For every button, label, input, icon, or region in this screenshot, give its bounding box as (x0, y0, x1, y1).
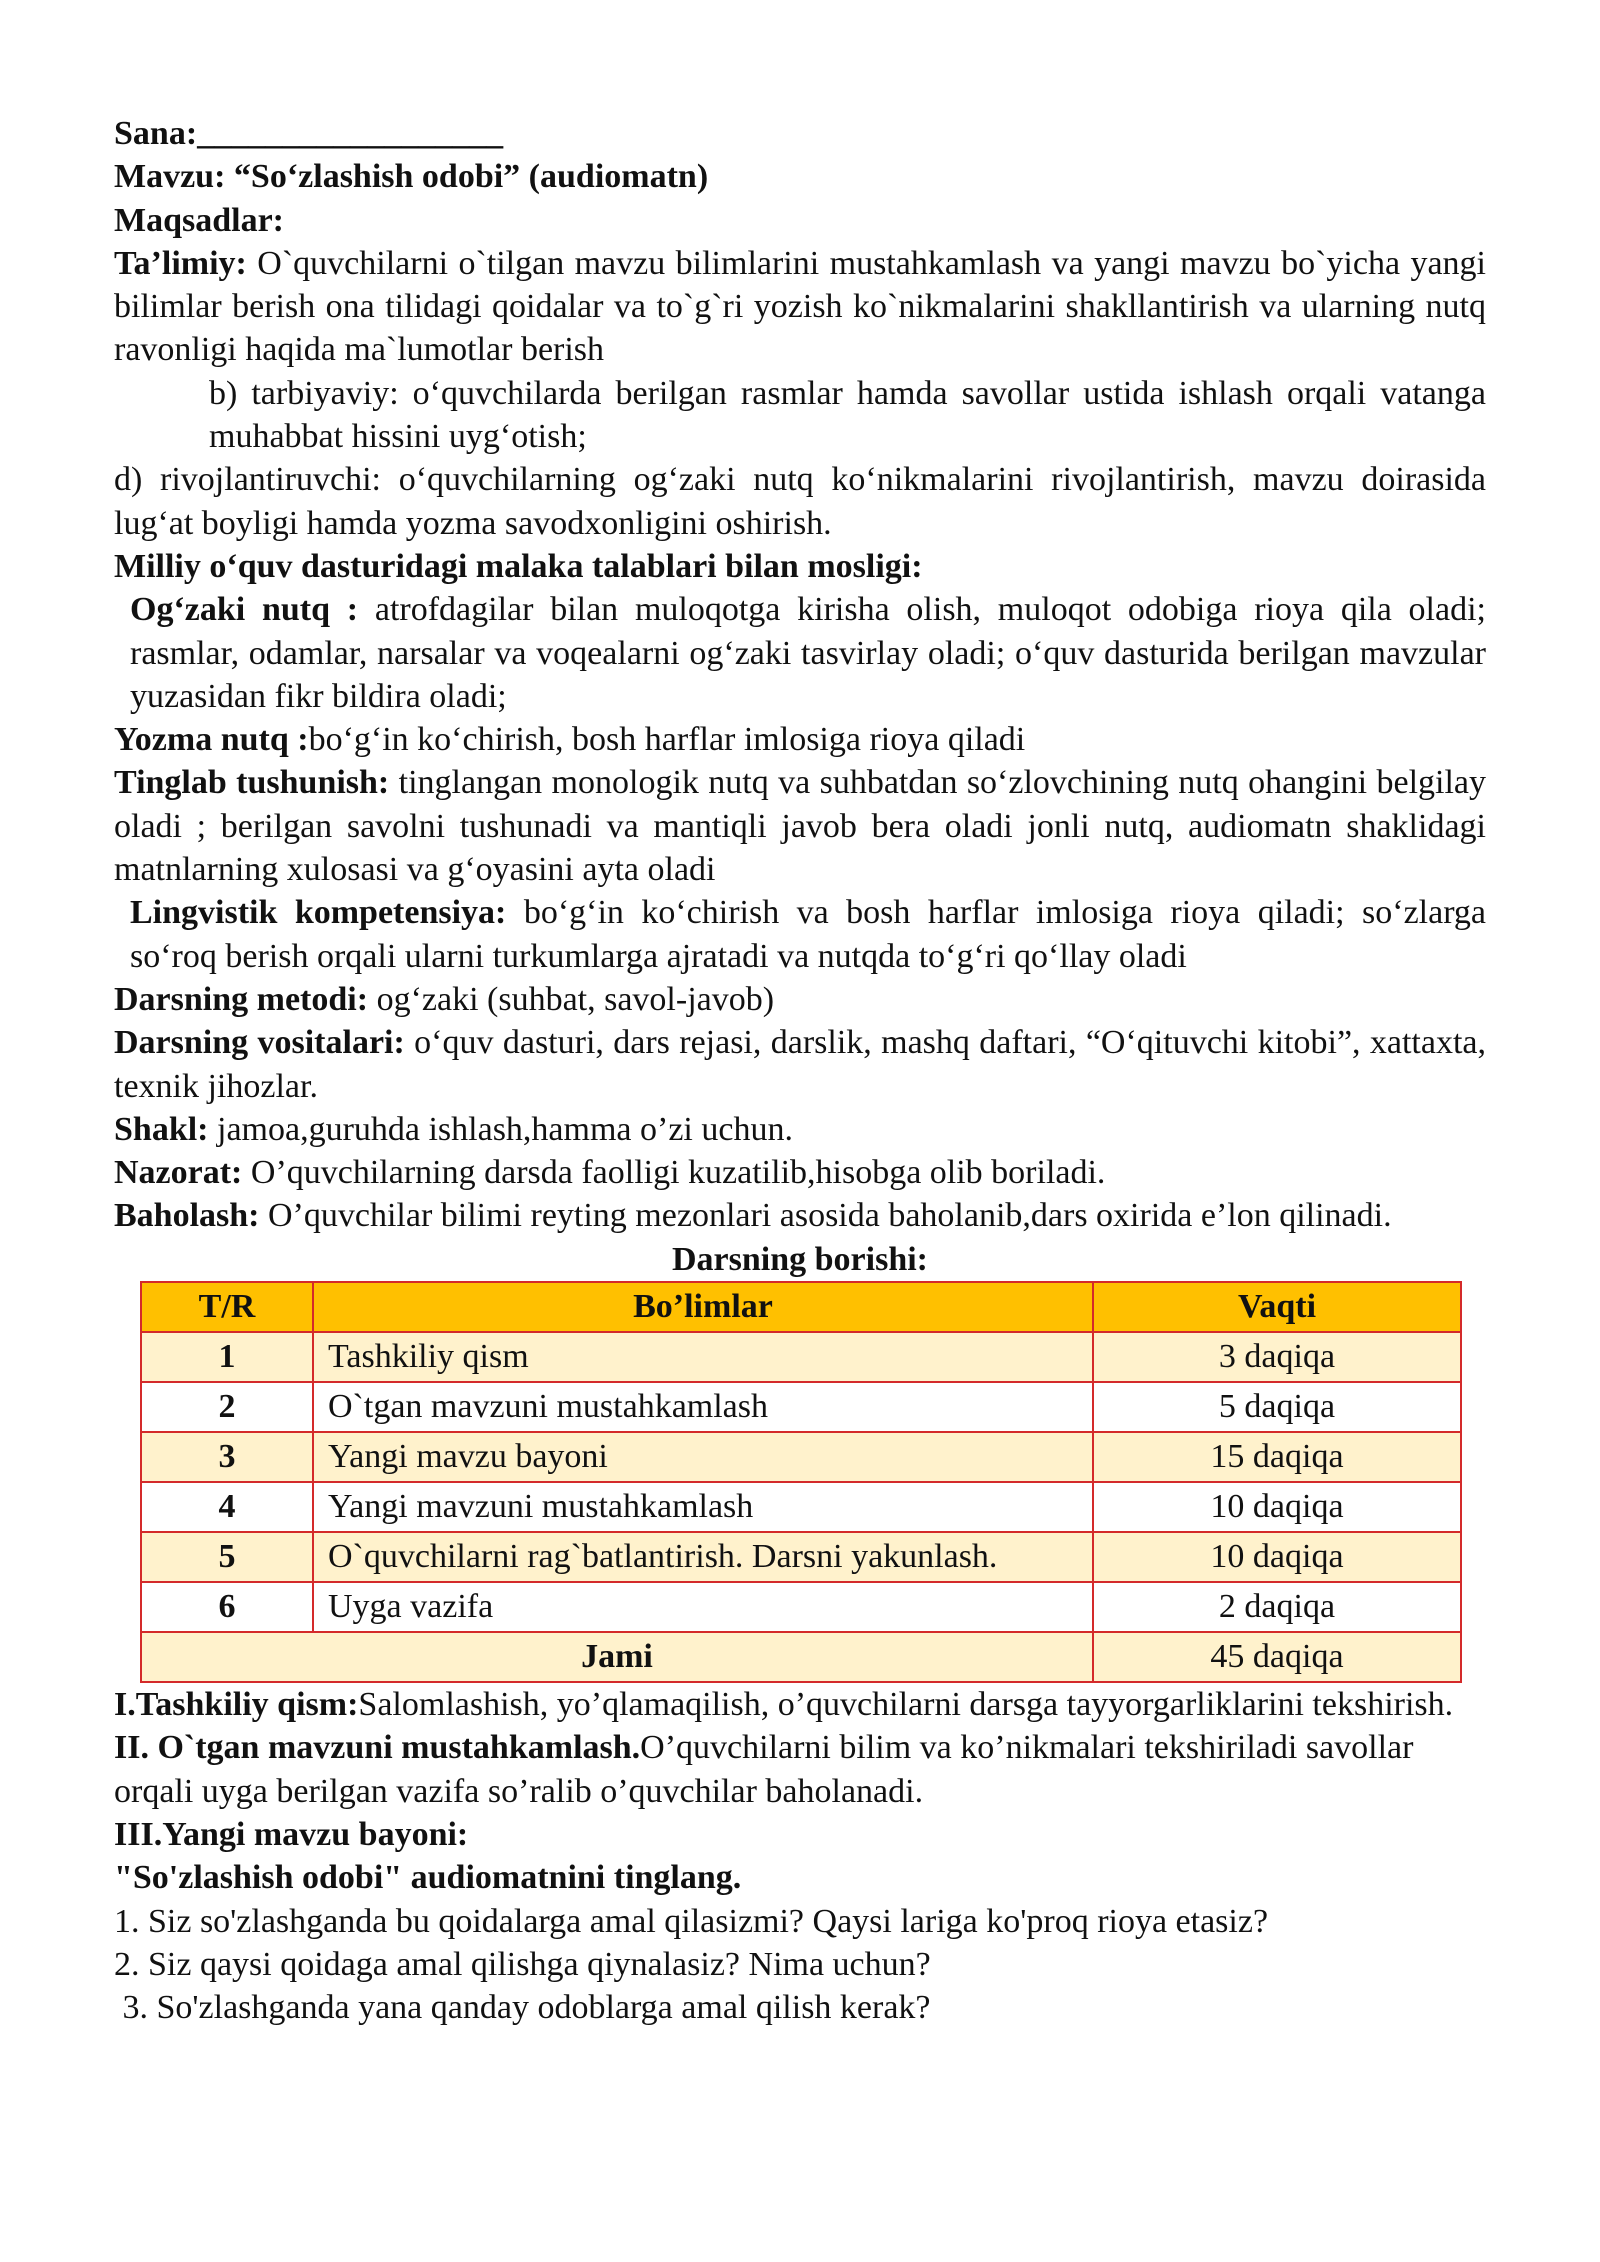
lesson-grading (114, 1194, 1486, 1237)
lesson-tools (114, 1021, 1486, 1108)
section-review (114, 1726, 1486, 1813)
row-number: 6 (141, 1582, 313, 1632)
section-review-text: O’quvchilarni bilim va ko’nikmalari tekshiriladi savollar orqali uyga berilgan vazifa so’ralib o’quvchilar baholanadi. (114, 1729, 1414, 1810)
standard-written-label: Yozma nutq : (114, 721, 309, 759)
section-review-label: II. O`tgan mavzuni mustahkamlash. (114, 1729, 641, 1767)
goal-upbringing-text: b) tarbiyaviy: o‘quvchilarda berilgan rasmlar hamda savollar ustida ishlash orqali vatanga muhabbat hissini uyg‘otish; (209, 374, 1486, 456)
lesson-control-text: O’quvchilarning darsda faolligi kuzatilib,hisobga olib boriladi. (242, 1154, 1106, 1192)
section-organizational-label: I.Tashkiliy qism: (114, 1686, 359, 1724)
standard-written-text: bo‘g‘in ko‘chirish, bosh harflar imlosiga rioya qiladi (308, 721, 1026, 759)
lesson-method-text: og‘zaki (suhbat, savol-javob) (368, 980, 775, 1018)
table-header-row (141, 1282, 1461, 1332)
table-total-row (141, 1632, 1461, 1682)
standard-oral-text: atrofdagilar bilan muloqotga kirisha olish, muloqot odobiga rioya qila oladi; rasmlar, odamlar, narsalar va voqealarni og‘zaki tasvirlay oladi; o‘quv dasturida berilgan mavzular yuzasidan fikr bildira oladi; (130, 591, 1486, 715)
lesson-tools-label: Darsning vositalari: (114, 1024, 405, 1062)
row-time: 10 daqiqa (1093, 1532, 1461, 1582)
row-number: 5 (141, 1532, 313, 1582)
row-section: O`tgan mavzuni mustahkamlash (313, 1382, 1093, 1432)
row-number: 3 (141, 1432, 313, 1482)
row-time: 10 daqiqa (1093, 1482, 1461, 1532)
row-time: 2 daqiqa (1093, 1582, 1461, 1632)
standard-linguistic-label: Lingvistik kompetensiya: (130, 894, 507, 932)
table-row (141, 1582, 1461, 1632)
question-item: 1. Siz so'zlashganda bu qoidalarga amal qilasizmi? Qaysi lariga ko'proq rioya etasiz? (114, 1902, 1269, 1940)
lesson-method (114, 978, 1486, 1021)
row-section: Tashkiliy qism (313, 1332, 1093, 1382)
date-blank: __________________ (197, 115, 504, 152)
topic-value: “So‘zlashish odobi” (audiomatn) (225, 158, 709, 196)
lesson-form-label: Shakl: (114, 1110, 209, 1148)
header-section: Bo’limlar (313, 1282, 1093, 1332)
standard-oral (114, 588, 1486, 718)
standard-listening-text: tinglangan monologik nutq va suhbatdan so‘zlovchining nutq ohangini belgilay oladi ; berilgan savolni tushunadi va mantiqli javob bera oladi jonli nutq, audiomatn shaklidagi matnlarning xulosasi va g‘oyasini ayta oladi (114, 764, 1487, 889)
goals-heading-text: Maqsadlar: (114, 201, 284, 239)
goal-developmental-text: d) rivojlantiruvchi: o‘quvchilarning og‘zaki nutq ko‘nikmalarini rivojlantirish, mavzu doirasida lug‘at boyligi hamda yozma savodxonligini oshirish. (114, 461, 1486, 542)
section-new-topic (114, 1813, 1486, 1856)
row-section: O`quvchilarni rag`batlantirish. Darsni yakunlash. (313, 1532, 1093, 1582)
goal-developmental (114, 458, 1486, 545)
lesson-form (114, 1108, 1486, 1151)
standard-listening (114, 761, 1486, 891)
row-section: Yangi mavzuni mustahkamlash (313, 1482, 1093, 1532)
row-number: 1 (141, 1332, 313, 1382)
row-number: 4 (141, 1482, 313, 1532)
row-time: 3 daqiqa (1093, 1332, 1461, 1382)
lesson-table-title: Darsning borishi: (672, 1240, 928, 1278)
goal-educational-text: O`quvchilarni o`tilgan mavzu bilimlarini mustahkamlash va yangi mavzu bo`yicha yangi bilimlar berish ona tilidagi qoidalar va to`g`ri yozish ko`nikmalarini shakllantirish va ularning nutq ravonligi haqida ma`lumotlar berish (114, 244, 1486, 369)
goal-educational (114, 242, 1486, 372)
lesson-method-label: Darsning metodi: (114, 980, 369, 1018)
standards-heading-text: Milliy o‘quv dasturidagi malaka talablari bilan mosligi: (114, 547, 923, 585)
row-time: 15 daqiqa (1093, 1432, 1461, 1482)
document-page (114, 112, 1486, 2029)
section-organizational (114, 1683, 1486, 1726)
table-row (141, 1482, 1461, 1532)
standard-oral-label: Og‘zaki nutq : (130, 591, 359, 629)
table-row (141, 1382, 1461, 1432)
section-organizational-text: Salomlashish, yo’qlamaqilish, o’quvchilarni darsga tayyorgarliklarini tekshirish. (358, 1686, 1454, 1724)
row-section: Yangi mavzu bayoni (313, 1432, 1093, 1482)
lesson-grading-text: O’quvchilar bilimi reyting mezonlari asosida baholanib,dars oxirida e’lon qilinadi. (259, 1197, 1392, 1235)
date-line (114, 112, 1486, 155)
goal-upbringing (114, 372, 1486, 459)
total-value: 45 daqiqa (1093, 1632, 1461, 1682)
lesson-tools-text: o‘quv dasturi, dars rejasi, darslik, mashq daftari, “O‘qituvchi kitobi”, xattaxta, texnik jihozlar. (114, 1024, 1486, 1105)
standard-linguistic-text: bo‘g‘in ko‘chirish va bosh harflar imlosiga rioya qiladi; so‘zlarga so‘roq berish orqali ularni turkumlarga ajratadi va nutqda to‘g‘ri qo‘llay oladi (130, 894, 1486, 975)
question-item: 3. So'zlashganda yana qanday odoblarga amal qilish kerak? (114, 1989, 931, 2027)
goal-educational-label: Ta’limiy: (114, 244, 247, 282)
topic-line (114, 155, 1486, 198)
section-new-topic-label: III.Yangi mavzu bayoni: (114, 1815, 469, 1853)
row-section: Uyga vazifa (313, 1582, 1093, 1632)
topic-label: Mavzu: (114, 158, 226, 196)
row-time: 5 daqiqa (1093, 1382, 1461, 1432)
header-number: T/R (141, 1282, 313, 1332)
standard-linguistic (114, 891, 1486, 978)
standards-heading (114, 545, 1486, 588)
row-number: 2 (141, 1382, 313, 1432)
standard-listening-label: Tinglab tushunish: (114, 764, 390, 802)
section-new-topic-sub-text: "So'zlashish odobi" audiomatnini tinglang. (114, 1859, 742, 1897)
lesson-control (114, 1151, 1486, 1194)
question-item: 2. Siz qaysi qoidaga amal qilishga qiynalasiz? Nima uchun? (114, 1945, 931, 1983)
table-row (141, 1432, 1461, 1482)
section-new-topic-sub (114, 1856, 1486, 1899)
goals-heading (114, 199, 1486, 242)
lesson-table (140, 1281, 1462, 1683)
header-time: Vaqti (1093, 1282, 1461, 1332)
lesson-control-label: Nazorat: (114, 1154, 243, 1192)
table-row (141, 1532, 1461, 1582)
total-label: Jami (141, 1632, 1093, 1682)
date-label: Sana: (114, 115, 198, 152)
lesson-grading-label: Baholash: (114, 1197, 260, 1235)
table-row (141, 1332, 1461, 1382)
lesson-form-text: jamoa,guruhda ishlash,hamma o’zi uchun. (208, 1110, 793, 1148)
standard-written (114, 718, 1486, 761)
